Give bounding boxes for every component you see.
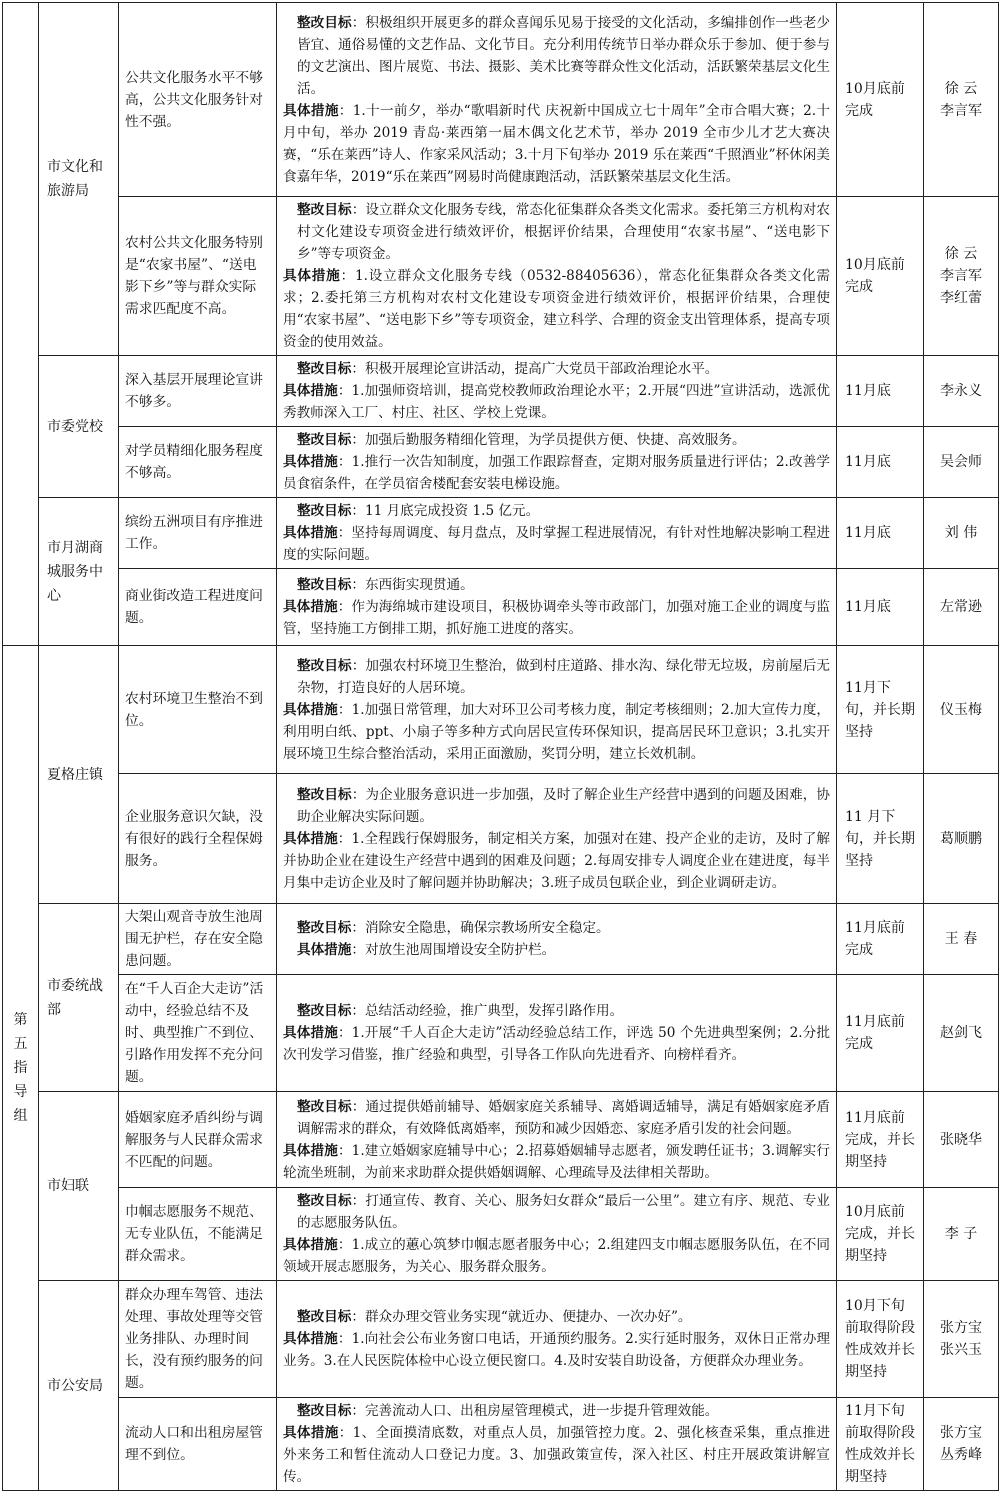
measure-line: 具体措施：1.加强日常管理，加大对环卫公司考核力度，制定考核细则；2.加大宣传力度，利用明白纸、ppt、小扇子等多种方式向居民宣传环保知识，提高居民环卫意识；3.扎实开展环境卫生综合整治活动，采用正面激励，奖罚分明，建立长效机制。 bbox=[283, 701, 831, 762]
goal-label: 整改目标 bbox=[297, 1403, 352, 1419]
problem-cell: 巾帼志愿服务不规范、无专业队伍，不能满足群众需求。 bbox=[119, 1188, 277, 1281]
deadline-cell: 11月底前完成 bbox=[837, 975, 924, 1092]
goal-label: 整改目标 bbox=[297, 920, 352, 936]
table-row bbox=[3, 646, 999, 774]
group-cell-top bbox=[3, 3, 39, 646]
measure-label: 具体措施 bbox=[283, 1142, 338, 1159]
goal-text: 完善流动人口、出租房屋管理模式，进一步提升管理效能。 bbox=[364, 1403, 719, 1419]
measure-line: 具体措施：对放生池周围增设安全防护栏。 bbox=[297, 942, 556, 958]
measure-text: 1.十一前夕，举办“歌唱新时代 庆祝新中国成立七十周年”全市合唱大赛；2.十月中旬，举办 2019 青岛·莱西第一届木偶文化艺术节，举办 2019 全市少儿才艺大赛决赛，“乐在莱西”诗人、作家采风活动；3.十月下旬举办 2019 乐在莱西“千照酒业”杯休闲美食嘉年华，2019“乐在莱西”网易时尚健康跑活动，活跃繁荣基层文化生活。 bbox=[283, 102, 831, 185]
measure-label: 具体措施 bbox=[297, 942, 352, 958]
problem-cell: 农村公共文化服务特别是“农家书屋”、“送电影下乡”等与群众实际需求匹配度不高。 bbox=[119, 197, 277, 356]
measure-line: 具体措施：1.向社会公布业务窗口电话，开通预约服务。2.实行延时服务，双休日正常办理业务。3.在人民医院体检中心设立便民窗口。4.及时安装自助设备，方便群众办理业务。 bbox=[283, 1331, 831, 1369]
goal-text: 积极开展理论宣讲活动，提高广大党员干部政治理论水平。 bbox=[364, 361, 719, 377]
goal-line: 整改目标：消除安全隐患，确保宗教场所安全稳定。 bbox=[297, 920, 610, 936]
group-cell: 第五指导组 bbox=[3, 646, 39, 1491]
goal-line: 整改目标：打通宣传、教育、关心、服务妇女群众“最后一公里”。建立有序、规范、专业的志愿服务队伍。 bbox=[297, 1193, 831, 1231]
problem-cell: 公共文化服务水平不够高，公共文化服务针对性不强。 bbox=[119, 3, 277, 197]
goal-line: 整改目标：群众办理交管业务实现“就近办、便捷办、一次办好”。 bbox=[297, 1309, 692, 1325]
measure-text: 1.全程践行保姆服务，制定相关方案，加强对在建、投产企业的走访，及时了解并协助企业在建设生产经营中遇到的困难及问题；2.每周安排专人调度企业在建进度，每半月集中走访企业及时了解问题并协助解决；3.班子成员包联企业，到企业调研走访。 bbox=[283, 830, 831, 891]
table-row bbox=[3, 1092, 999, 1188]
problem-cell: 对学员精细化服务程度不够高。 bbox=[119, 427, 277, 498]
problem-cell: 在“千人百企大走访”活动中，经验总结不及时、典型推广不到位、引路作用发挥不充分问题。 bbox=[119, 975, 277, 1092]
measure-text: 对放生池周围增设安全防护栏。 bbox=[364, 942, 556, 958]
table-row bbox=[3, 1281, 999, 1398]
deadline-cell: 11月底 bbox=[837, 356, 924, 427]
goal-text: 设立群众文化服务专线，常态化征集群众各类文化需求。委托第三方机构对农村文化建设专项资金进行绩效评价，根据评价结果，合理使用“农家书屋”、“送电影下乡”等专项资金。 bbox=[297, 202, 831, 262]
person-cell bbox=[924, 498, 999, 569]
detail-cell bbox=[277, 3, 837, 197]
unit-cell: 市文化和旅游局 bbox=[39, 3, 119, 356]
person-name: 张方宝 bbox=[940, 1320, 982, 1336]
problem-cell: 流动人口和出租房屋管理不到位。 bbox=[119, 1398, 277, 1491]
goal-line: 整改目标：设立群众文化服务专线，常态化征集群众各类文化需求。委托第三方机构对农村文化建设专项资金进行绩效评价，根据评价结果，合理使用“农家书屋”、“送电影下乡”等专项资金。 bbox=[297, 202, 831, 262]
measure-label: 具体措施 bbox=[283, 525, 338, 541]
person-name: 丛秀峰 bbox=[940, 1447, 982, 1463]
table-row bbox=[3, 569, 999, 646]
detail-cell bbox=[277, 646, 837, 774]
detail-cell bbox=[277, 1092, 837, 1188]
measure-line: 具体措施：1.开展“千人百企大走访”活动经验总结工作，评选 50 个先进典型案例；2.分批次刊发学习借鉴，推广经验和典型，引导各工作队向先进看齐、向榜样看齐。 bbox=[283, 1025, 831, 1063]
person-name: 徐 云 bbox=[944, 246, 978, 262]
measure-label: 具体措施 bbox=[283, 701, 338, 718]
measure-text: 1.向社会公布业务窗口电话，开通预约服务。2.实行延时服务，双休日正常办理业务。3.在人民医院体检中心设立便民窗口。4.及时安装自助设备，方便群众办理业务。 bbox=[283, 1331, 831, 1369]
goal-text: 消除安全隐患，确保宗教场所安全稳定。 bbox=[364, 920, 610, 936]
detail-cell bbox=[277, 975, 837, 1092]
goal-line: 整改目标：为企业服务意识进一步加强，及时了解企业生产经营中遇到的问题及困难，协助企业解决实际问题。 bbox=[297, 786, 831, 825]
measure-label: 具体措施 bbox=[283, 1025, 338, 1041]
measure-text: 1.建立婚姻家庭辅导中心；2.招募婚姻辅导志愿者，颁发聘任证书；3.调解实行轮流坐班制，为前来求助群众提供婚姻调解、心理疏导及法律相关帮助。 bbox=[283, 1142, 830, 1181]
person-name: 葛顺鹏 bbox=[940, 830, 982, 847]
person-name: 徐 云 bbox=[944, 80, 978, 97]
deadline-cell: 10月下旬前取得阶段性成效并长期坚持 bbox=[837, 1281, 924, 1398]
goal-text: 为企业服务意识进一步加强，及时了解企业生产经营中遇到的问题及困难，协助企业解决实际问题。 bbox=[297, 786, 831, 825]
goal-line: 整改目标：加强后勤服务精细化管理，为学员提供方便、快捷、高效服务。 bbox=[297, 432, 746, 448]
detail-cell bbox=[277, 904, 837, 975]
measure-text: 1、全面摸清底数，对重点人员，加强管控力度。2、强化核查采集，重点推进外来务工和暂住流动人口登记力度。3、加强政策宣传，深入社区、村庄开展政策讲解宣传。 bbox=[283, 1425, 831, 1485]
goal-line: 整改目标：积极组织开展更多的群众喜闻乐见易于接受的文化活动，多编排创作一些老少皆宜、通俗易懂的文艺作品、文化节目。充分利用传统节日举办群众乐于参加、便于参与的文艺演出、图片展览、书法、摄影、美术比赛等群众性文化活动，活跃繁荣基层文化生活。 bbox=[297, 14, 831, 97]
measure-label: 具体措施 bbox=[283, 383, 338, 399]
person-name: 刘 伟 bbox=[944, 525, 978, 541]
problem-cell: 群众办理车驾管、违法处理、事故处理等交管业务排队、办理时间长，没有预约服务的问题。 bbox=[119, 1281, 277, 1398]
deadline-cell: 10月底前完成 bbox=[837, 197, 924, 356]
deadline-cell: 11月底前完成 bbox=[837, 904, 924, 975]
problem-cell: 农村环境卫生整治不到位。 bbox=[119, 646, 277, 774]
problem-cell: 深入基层开展理论宣讲不够多。 bbox=[119, 356, 277, 427]
goal-label: 整改目标 bbox=[297, 432, 352, 448]
person-name: 张晓华 bbox=[940, 1131, 982, 1148]
goal-label: 整改目标 bbox=[297, 1193, 352, 1209]
unit-cell: 市月湖商城服务中心 bbox=[39, 498, 119, 646]
rectification-table bbox=[2, 2, 999, 1491]
goal-label: 整改目标 bbox=[297, 657, 352, 674]
person-cell bbox=[924, 3, 999, 197]
measure-text: 1.加强日常管理，加大对环卫公司考核力度，制定考核细则；2.加大宣传力度，利用明白纸、ppt、小扇子等多种方式向居民宣传环保知识，提高居民环卫意识；3.扎实开展环境卫生综合整治活动，采用正面激励，奖罚分明，建立长效机制。 bbox=[283, 701, 831, 762]
measure-line: 具体措施：1、全面摸清底数，对重点人员，加强管控力度。2、强化核查采集，重点推进外来务工和暂住流动人口登记力度。3、加强政策宣传，深入社区、村庄开展政策讲解宣传。 bbox=[283, 1425, 831, 1485]
person-name: 李 子 bbox=[944, 1226, 978, 1242]
measure-text: 1.设立群众文化服务专线（0532-88405636），常态化征集群众各类文化需求；2.委托第三方机构对农村文化建设专项资金进行绩效评价，根据评价结果，合理使用“农家书屋”、“送电影下乡”等专项资金，建立科学、合理的资金支出管理体系，提高专项资金的使用效益。 bbox=[283, 268, 831, 350]
detail-cell bbox=[277, 1281, 837, 1398]
table-row bbox=[3, 1398, 999, 1491]
goal-line: 整改目标：积极开展理论宣讲活动，提高广大党员干部政治理论水平。 bbox=[297, 361, 719, 377]
measure-label: 具体措施 bbox=[283, 268, 341, 284]
measure-line: 具体措施：1.十一前夕，举办“歌唱新时代 庆祝新中国成立七十周年”全市合唱大赛；2.十月中旬，举办 2019 青岛·莱西第一届木偶文化艺术节，举办 2019 全市少儿才艺大赛决赛，“乐在莱西”诗人、作家采风活动；3.十月下旬举办 2019 乐在莱西“千照酒业”杯休闲美食嘉年华，2019“乐在莱西”网易时尚健康跑活动，活跃繁荣基层文化生活。 bbox=[283, 102, 831, 185]
goal-label: 整改目标 bbox=[297, 14, 352, 31]
goal-text: 通过提供婚前辅导、婚姻家庭关系辅导、离婚调适辅导，满足有婚姻家庭矛盾调解需求的群众，有效降低离婚率，预防和减少因婚恋、家庭矛盾引发的社会问题。 bbox=[297, 1098, 831, 1137]
person-name: 张方宝 bbox=[940, 1425, 982, 1441]
deadline-cell: 11月底前完成，并长期坚持 bbox=[837, 1092, 924, 1188]
person-name: 李永义 bbox=[940, 383, 982, 399]
table-row bbox=[3, 3, 999, 197]
deadline-cell: 11月底 bbox=[837, 498, 924, 569]
measure-label: 具体措施 bbox=[283, 454, 338, 470]
measure-text: 坚持每周调度、每月盘点，及时掌握工程进展情况，有针对性地解决影响工程进度的实际问题。 bbox=[283, 525, 831, 563]
goal-label: 整改目标 bbox=[297, 1309, 352, 1325]
detail-cell bbox=[277, 197, 837, 356]
rectification-table-page bbox=[2, 2, 998, 1485]
goal-text: 积极组织开展更多的群众喜闻乐见易于接受的文化活动，多编排创作一些老少皆宜、通俗易懂的文艺作品、文化节目。充分利用传统节日举办群众乐于参加、便于参与的文艺演出、图片展览、书法、摄影、美术比赛等群众性文化活动，活跃繁荣基层文化生活。 bbox=[297, 14, 831, 97]
measure-label: 具体措施 bbox=[283, 1425, 339, 1441]
measure-text: 1.加强师资培训，提高党校教师政治理论水平；2.开展“四进”宣讲活动，选派优秀教师深入工厂、村庄、社区、学校上党课。 bbox=[283, 383, 831, 421]
person-cell bbox=[924, 427, 999, 498]
person-cell bbox=[924, 904, 999, 975]
goal-label: 整改目标 bbox=[297, 503, 352, 519]
goal-label: 整改目标 bbox=[297, 202, 352, 218]
goal-text: 总结活动经验，推广典型，发挥引路作用。 bbox=[364, 1003, 624, 1019]
goal-text: 东西街实现贯通。 bbox=[364, 577, 474, 593]
measure-text: 1.成立的蕙心筑梦巾帼志愿者服务中心；2.组建四支巾帼志愿服务队伍，在不同领域开展志愿服务，为关心、服务群众服务。 bbox=[283, 1237, 831, 1275]
problem-cell: 大架山观音寺放生池周围无护栏，存在安全隐患问题。 bbox=[119, 904, 277, 975]
table-row bbox=[3, 356, 999, 427]
goal-line: 整改目标：总结活动经验，推广典型，发挥引路作用。 bbox=[297, 1003, 624, 1019]
measure-line: 具体措施：1.推行一次告知制度，加强工作跟踪督查，定期对服务质量进行评估；2.改善学员食宿条件，在学员宿舍楼配套安装电梯设施。 bbox=[283, 454, 831, 492]
goal-line: 整改目标：加强农村环境卫生整治，做到村庄道路、排水沟、绿化带无垃圾，房前屋后无杂物，打造良好的人居环境。 bbox=[297, 657, 831, 696]
unit-cell: 夏格庄镇 bbox=[39, 646, 119, 904]
measure-label: 具体措施 bbox=[283, 599, 338, 615]
goal-line: 整改目标：东西街实现贯通。 bbox=[297, 577, 474, 593]
goal-text: 打通宣传、教育、关心、服务妇女群众“最后一公里”。建立有序、规范、专业的志愿服务队伍。 bbox=[297, 1193, 831, 1231]
deadline-cell: 11月下旬前取得阶段性成效并长期坚持 bbox=[837, 1398, 924, 1491]
table-row bbox=[3, 1188, 999, 1281]
measure-label: 具体措施 bbox=[283, 830, 338, 847]
deadline-cell: 10月底前完成，并长期坚持 bbox=[837, 1188, 924, 1281]
person-name: 左常逊 bbox=[940, 599, 982, 615]
unit-cell: 市委统战部 bbox=[39, 904, 119, 1092]
goal-line: 整改目标：11 月底完成投资 1.5 亿元。 bbox=[297, 503, 540, 519]
person-cell bbox=[924, 197, 999, 356]
person-cell bbox=[924, 1281, 999, 1398]
deadline-cell: 11 月下旬，并长期坚持 bbox=[837, 774, 924, 904]
table-row bbox=[3, 774, 999, 904]
measure-line: 具体措施：1.设立群众文化服务专线（0532-88405636），常态化征集群众各类文化需求；2.委托第三方机构对农村文化建设专项资金进行绩效评价，根据评价结果，合理使用“农家书屋”、“送电影下乡”等专项资金，建立科学、合理的资金支出管理体系，提高专项资金的使用效益。 bbox=[283, 268, 831, 350]
goal-text: 群众办理交管业务实现“就近办、便捷办、一次办好”。 bbox=[364, 1309, 692, 1325]
table-row bbox=[3, 427, 999, 498]
goal-text: 加强农村环境卫生整治，做到村庄道路、排水沟、绿化带无垃圾，房前屋后无杂物，打造良好的人居环境。 bbox=[297, 657, 831, 696]
measure-line: 具体措施：1.加强师资培训，提高党校教师政治理论水平；2.开展“四进”宣讲活动，选派优秀教师深入工厂、村庄、社区、学校上党课。 bbox=[283, 383, 831, 421]
person-cell bbox=[924, 646, 999, 774]
measure-text: 1.开展“千人百企大走访”活动经验总结工作，评选 50 个先进典型案例；2.分批次刊发学习借鉴，推广经验和典型，引导各工作队向先进看齐、向榜样看齐。 bbox=[283, 1025, 831, 1063]
goal-text: 加强后勤服务精细化管理，为学员提供方便、快捷、高效服务。 bbox=[364, 432, 746, 448]
detail-cell bbox=[277, 774, 837, 904]
goal-label: 整改目标 bbox=[297, 1098, 352, 1115]
goal-line: 整改目标：通过提供婚前辅导、婚姻家庭关系辅导、离婚调适辅导，满足有婚姻家庭矛盾调解需求的群众，有效降低离婚率，预防和减少因婚恋、家庭矛盾引发的社会问题。 bbox=[297, 1098, 831, 1137]
detail-cell bbox=[277, 569, 837, 646]
table-row bbox=[3, 498, 999, 569]
table-row bbox=[3, 904, 999, 975]
measure-text: 1.推行一次告知制度，加强工作跟踪督查，定期对服务质量进行评估；2.改善学员食宿条件，在学员宿舍楼配套安装电梯设施。 bbox=[283, 454, 831, 492]
person-name: 李言军 bbox=[940, 102, 982, 119]
deadline-cell: 10月底前完成 bbox=[837, 3, 924, 197]
problem-cell: 婚姻家庭矛盾纠纷与调解服务与人民群众需求不匹配的问题。 bbox=[119, 1092, 277, 1188]
unit-cell: 市妇联 bbox=[39, 1092, 119, 1281]
detail-cell bbox=[277, 356, 837, 427]
person-cell bbox=[924, 569, 999, 646]
person-cell bbox=[924, 1092, 999, 1188]
measure-label: 具体措施 bbox=[283, 102, 339, 119]
person-name: 李红蕾 bbox=[940, 290, 982, 306]
person-name: 王 春 bbox=[944, 931, 978, 947]
goal-label: 整改目标 bbox=[297, 1003, 352, 1019]
measure-label: 具体措施 bbox=[283, 1237, 338, 1253]
deadline-cell: 11月下旬，并长期坚持 bbox=[837, 646, 924, 774]
unit-cell: 市委党校 bbox=[39, 356, 119, 498]
goal-label: 整改目标 bbox=[297, 577, 352, 593]
measure-line: 具体措施：坚持每周调度、每月盘点，及时掌握工程进展情况，有针对性地解决影响工程进度的实际问题。 bbox=[283, 525, 831, 563]
goal-text: 11 月底完成投资 1.5 亿元。 bbox=[364, 503, 540, 519]
measure-line: 具体措施：1.建立婚姻家庭辅导中心；2.招募婚姻辅导志愿者，颁发聘任证书；3.调解实行轮流坐班制，为前来求助群众提供婚姻调解、心理疏导及法律相关帮助。 bbox=[283, 1142, 830, 1181]
problem-cell: 企业服务意识欠缺，没有很好的践行全程保姆服务。 bbox=[119, 774, 277, 904]
person-name: 张兴玉 bbox=[940, 1342, 982, 1358]
person-cell bbox=[924, 356, 999, 427]
table-row bbox=[3, 975, 999, 1092]
measure-label: 具体措施 bbox=[283, 1331, 338, 1347]
detail-cell bbox=[277, 427, 837, 498]
deadline-cell: 11月底 bbox=[837, 427, 924, 498]
person-cell bbox=[924, 774, 999, 904]
unit-cell: 市公安局 bbox=[39, 1281, 119, 1491]
deadline-cell: 11月底 bbox=[837, 569, 924, 646]
detail-cell bbox=[277, 1398, 837, 1491]
measure-line: 具体措施：作为海绵城市建设项目，积极协调牵头等市政部门，加强对施工企业的调度与监管，坚持施工方倒排工期，抓好施工进度的落实。 bbox=[283, 599, 831, 637]
person-name: 吴会师 bbox=[940, 454, 982, 470]
person-name: 李言军 bbox=[940, 268, 982, 284]
person-name: 仪玉梅 bbox=[940, 701, 982, 718]
problem-cell: 商业街改造工程进度问题。 bbox=[119, 569, 277, 646]
person-cell bbox=[924, 975, 999, 1092]
person-cell bbox=[924, 1398, 999, 1491]
goal-label: 整改目标 bbox=[297, 361, 352, 377]
detail-cell bbox=[277, 498, 837, 569]
problem-cell: 缤纷五洲项目有序推进工作。 bbox=[119, 498, 277, 569]
measure-line: 具体措施：1.成立的蕙心筑梦巾帼志愿者服务中心；2.组建四支巾帼志愿服务队伍，在不同领域开展志愿服务，为关心、服务群众服务。 bbox=[283, 1237, 831, 1275]
measure-line: 具体措施：1.全程践行保姆服务，制定相关方案，加强对在建、投产企业的走访，及时了解并协助企业在建设生产经营中遇到的困难及问题；2.每周安排专人调度企业在建进度，每半月集中走访企业及时了解问题并协助解决；3.班子成员包联企业，到企业调研走访。 bbox=[283, 830, 831, 891]
goal-line: 整改目标：完善流动人口、出租房屋管理模式，进一步提升管理效能。 bbox=[297, 1403, 719, 1419]
measure-text: 作为海绵城市建设项目，积极协调牵头等市政部门，加强对施工企业的调度与监管，坚持施工方倒排工期，抓好施工进度的落实。 bbox=[283, 599, 831, 637]
person-cell bbox=[924, 1188, 999, 1281]
table-row bbox=[3, 197, 999, 356]
detail-cell bbox=[277, 1188, 837, 1281]
person-name: 赵剑飞 bbox=[940, 1025, 982, 1041]
goal-label: 整改目标 bbox=[297, 786, 352, 803]
